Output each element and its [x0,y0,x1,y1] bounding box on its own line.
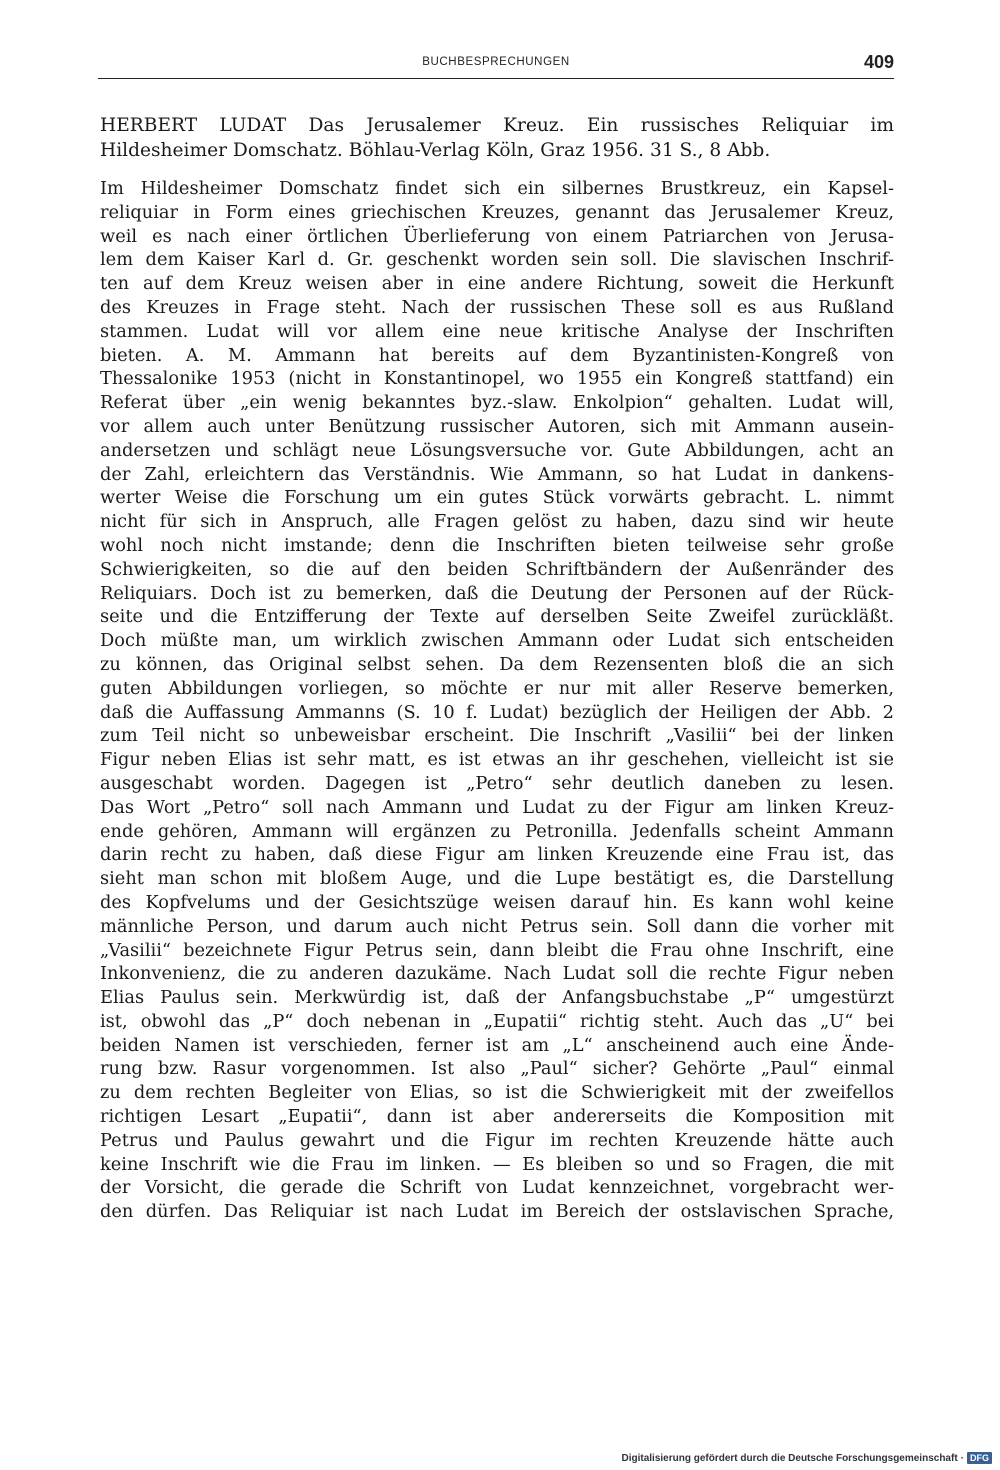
footer-credit-text: Digitalisierung gefördert durch die Deutsche Forschungsgemeinschaft [621,1452,958,1464]
body-line: lem dem Kaiser Karl d. Gr. geschenkt worden sein soll. Die slavischen Inschrif- [100,249,894,271]
body-line: der Zahl, erleichtern das Verständnis. Wie Ammann, so hat Ludat in dankens- [100,463,894,485]
body-line: andersetzen und schlägt neue Lösungsversuche vor. Gute Abbildungen, acht an [100,439,894,461]
body-line: ten auf dem Kreuz weisen aber in eine andere Richtung, soweit die Herkunft [100,273,894,295]
body-line: zu dem rechten Begleiter von Elias, so ist die Schwierigkeit mit der zweifellos [100,1082,894,1104]
body-line: Schwierigkeiten, so die auf den beiden Schriftbändern der Außenränder des [100,558,894,580]
body-line: des Kopfvelums und der Gesichtszüge weisen darauf hin. Es kann wohl keine [100,891,894,913]
body-line: guten Abbildungen vorliegen, so möchte er nur mit aller Reserve bemerken, [100,677,894,699]
page-header [98,52,894,79]
body-line: vor allem auch unter Benützung russischer Autoren, sich mit Ammann ausein- [100,415,894,437]
review-body [100,177,894,1224]
body-line: Elias Paulus sein. Merkwürdig ist, daß der Anfangsbuchstabe „P“ umgestürzt [100,987,894,1009]
body-line: bieten. A. M. Ammann hat bereits auf dem Byzantinisten-Kongreß von [100,344,894,366]
body-line: zu können, das Original selbst sehen. Da dem Rezensenten bloß die an sich [100,653,894,675]
book-citation: HERBERT LUDAT Das Jerusalemer Kreuz. Ein russisches Reliquiar im Hildesheimer Domschatz. Böhlau-Verlag Köln, Graz 1956. 31 S., 8 Abb. [100,115,894,161]
body-line: keine Inschrift wie die Frau im linken. — Es bleiben so und so Fragen, die mit [100,1153,894,1175]
body-line: seite und die Entzifferung der Texte auf derselben Seite Zweifel zurückläßt. [100,606,894,628]
body-line: sieht man schon mit bloßem Auge, und die Lupe bestätigt es, die Darstellung [100,868,894,890]
body-line: ende gehören, Ammann will ergänzen zu Petronilla. Jedenfalls scheint Ammann [100,820,894,842]
body-line: wohl noch nicht imstande; denn die Inschriften bieten teilweise sehr große [100,534,894,556]
body-line: Doch müßte man, um wirklich zwischen Ammann oder Ludat sich entscheiden [100,630,894,652]
body-line: daß die Auffassung Ammanns (S. 10 f. Ludat) bezüglich der Heiligen der Abb. 2 [100,701,894,723]
body-line: ist, obwohl das „P“ doch nebenan in „Eupatii“ richtig steht. Auch das „U“ bei [100,1010,894,1032]
body-line: männliche Person, und darum auch nicht Petrus sein. Soll dann die vorher mit [100,915,894,937]
body-line: Im Hildesheimer Domschatz findet sich ein silbernes Brustkreuz, ein Kapsel- [100,178,894,199]
body-line: Das Wort „Petro“ soll nach Ammann und Ludat zu der Figur am linken Kreuz- [100,796,894,818]
body-line: den dürfen. Das Reliquiar ist nach Ludat im Bereich der ostslavischen Sprache, [100,1201,894,1223]
page-number: 409 [863,52,894,72]
body-line: rung bzw. Rasur vorgenommen. Ist also „Paul“ sicher? Gehörte „Paul“ einmal [100,1058,894,1080]
body-line: „Vasilii“ bezeichnete Figur Petrus sein, dann bleibt die Frau ohne Inschrift, eine [100,939,894,961]
body-line: Thessalonike 1953 (nicht in Konstantinopel, wo 1955 ein Kongreß stattfand) ein [100,368,894,390]
footer-credit: Digitalisierung gefördert durch die Deutsche Forschungsgemeinschaft · DFG [621,1452,992,1464]
body-line: Referat über „ein wenig bekanntes byz.-slaw. Enkolpion“ gehalten. Ludat will, [100,392,894,414]
body-line: Petrus und Paulus gewahrt und die Figur im rechten Kreuzende hätte auch [100,1129,894,1151]
body-line: Inkonvenienz, die zu anderen dazukäme. Nach Ludat soll die rechte Figur neben [100,963,894,985]
body-line: richtigen Lesart „Eupatii“, dann ist aber andererseits die Komposition mit [100,1106,894,1128]
body-line: Reliquiars. Doch ist zu bemerken, daß die Deutung der Personen auf der Rück- [100,582,894,604]
body-line: darin recht zu haben, daß diese Figur am linken Kreuzende eine Frau ist, das [100,844,894,866]
body-line: werter Weise die Forschung um ein gutes Stück vorwärts gebracht. L. nimmt [100,487,894,509]
body-line: weil es nach einer örtlichen Überlieferung von einem Patriarchen von Jerusa- [100,225,894,247]
body-line: reliquiar in Form eines griechischen Kreuzes, genannt das Jerusalemer Kreuz, [100,201,894,223]
body-line: stammen. Ludat will vor allem eine neue kritische Analyse der Inschriften [100,320,894,342]
running-head: BUCHBESPRECHUNGEN [422,56,570,68]
body-line: zum Teil nicht so unbeweisbar erscheint. Die Inschrift „Vasilii“ bei der linken [100,725,894,747]
body-line: beiden Namen ist verschieden, ferner ist am „L“ anscheinend auch eine Ände- [100,1034,894,1056]
body-line: Figur neben Elias ist sehr matt, es ist etwas an ihr geschehen, vielleicht ist sie [100,749,894,771]
body-line: ausgeschabt worden. Dagegen ist „Petro“ sehr deutlich daneben zu lesen. [100,772,894,794]
body-line: nicht für sich in Anspruch, alle Fragen gelöst zu haben, dazu sind wir heute [100,511,894,533]
body-line: des Kreuzes in Frage steht. Nach der russischen These soll es aus Rußland [100,296,894,318]
dfg-logo: DFG [967,1452,992,1464]
body-line: der Vorsicht, die gerade die Schrift von Ludat kennzeichnet, vorgebracht wer- [100,1177,894,1199]
